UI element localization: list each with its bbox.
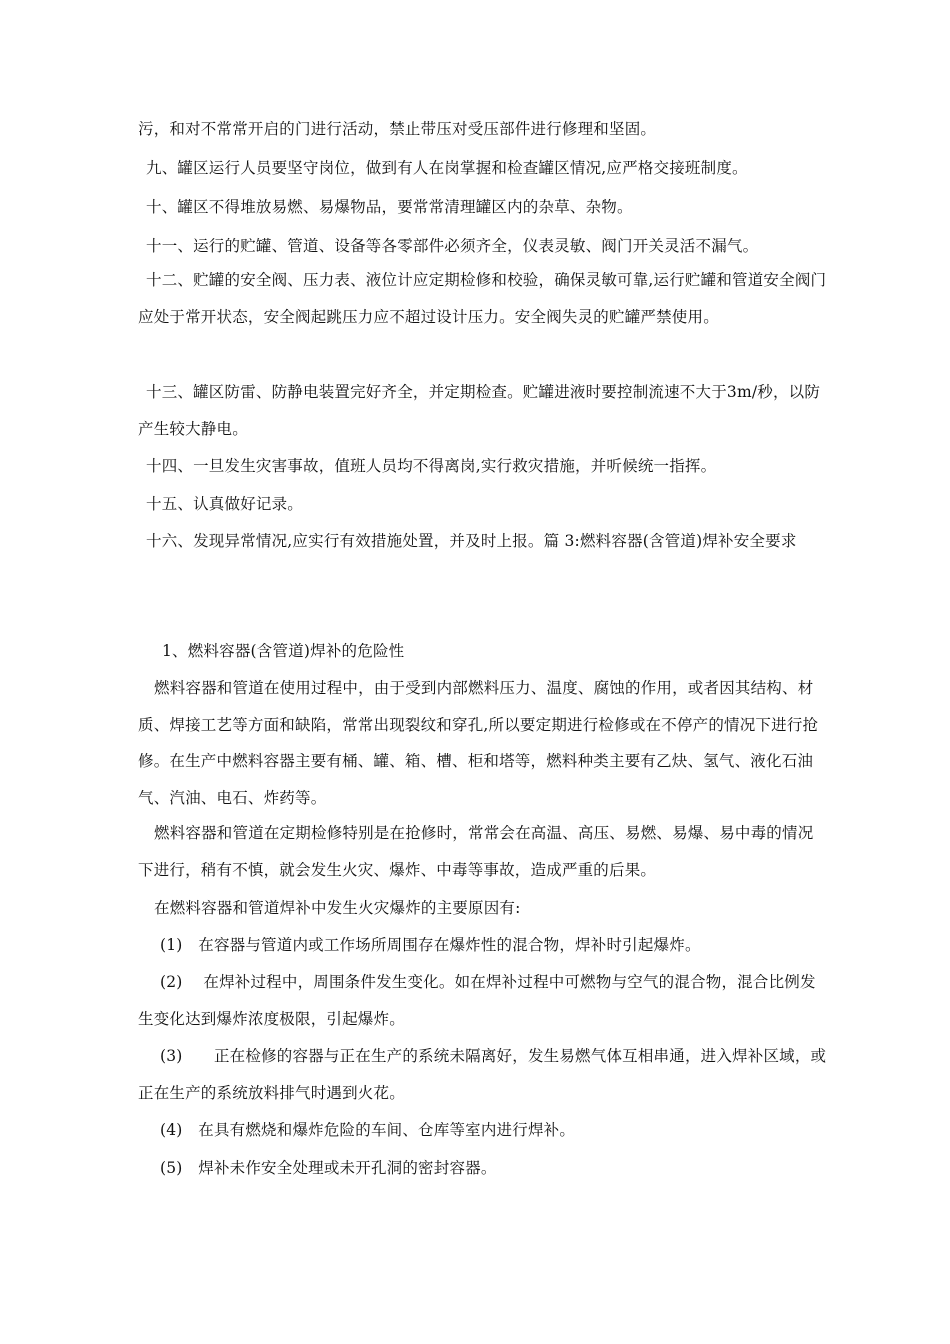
paragraph-item-16: 十六、发现异常情况,应实行有效措施处置，并及时上报。篇 3:燃料容器(含管道)焊补安全要求 xyxy=(146,532,797,550)
paragraph-item-15: 十五、认真做好记录。 xyxy=(146,495,304,513)
paragraph-item-12: 十二、贮罐的安全阀、压力表、液位计应定期检修和校验，确保灵敏可靠,运行贮罐和管道安全阀门应处于常开状态，安全阀起跳压力应不超过设计压力。安全阀失灵的贮罐严禁使用。 xyxy=(138,271,827,326)
paragraph-item-14: 十四、一旦发生灾害事故，值班人员均不得离岗,实行救灾措施，并听候统一指挥。 xyxy=(146,457,717,475)
paragraph-continuation: 污，和对不常常开启的门进行活动，禁止带压对受压部件进行修理和坚固。 xyxy=(138,120,657,138)
list-item-4: (4) 在具有燃烧和爆炸危险的车间、仓库等室内进行焊补。 xyxy=(160,1121,576,1139)
list-item-2: (2) 在焊补过程中，周围条件发生变化。如在焊补过程中可燃物与空气的混合物，混合比例发生变化达到爆炸浓度极限，引起爆炸。 xyxy=(138,973,816,1028)
list-item-1: (1) 在容器与管道内或工作场所周围存在爆炸性的混合物，焊补时引起爆炸。 xyxy=(160,936,701,954)
paragraph-item-11: 十一、运行的贮罐、管道、设备等各零部件必须齐全，仪表灵敏、阀门开关灵活不漏气。 xyxy=(146,237,759,255)
paragraph-causes-intro: 在燃料容器和管道焊补中发生火灾爆炸的主要原因有: xyxy=(154,899,521,917)
section-heading: 1、燃料容器(含管道)焊补的危险性 xyxy=(162,642,405,660)
paragraph-item-9: 九、罐区运行人员要坚守岗位，做到有人在岗掌握和检查罐区情况,应严格交接班制度。 xyxy=(146,159,748,177)
list-item-3: (3) 正在检修的容器与正在生产的系统未隔离好，发生易燃气体互相串通，进入焊补区域，或正在生产的系统放料排气时遇到火花。 xyxy=(138,1047,827,1102)
paragraph-body-1: 燃料容器和管道在使用过程中，由于受到内部燃料压力、温度、腐蚀的作用，或者因其结构、材质、焊接工艺等方面和缺陷，常常出现裂纹和穿孔,所以要定期进行检修或在不停产的情况下进行抢修。在生产中燃料容器主要有桶、罐、箱、槽、柜和塔等，燃料种类主要有乙炔、氢气、液化石油气、汽油、电石、炸药等。 xyxy=(138,679,819,807)
paragraph-body-2: 燃料容器和管道在定期检修特别是在抢修时，常常会在高温、高压、易燃、易爆、易中毒的情况下进行，稍有不慎，就会发生火灾、爆炸、中毒等事故，造成严重的后果。 xyxy=(138,824,814,879)
list-item-5: (5) 焊补未作安全处理或未开孔洞的密封容器。 xyxy=(160,1159,497,1177)
paragraph-item-10: 十、罐区不得堆放易燃、易爆物品，要常常清理罐区内的杂草、杂物。 xyxy=(146,198,633,216)
paragraph-item-13: 十三、罐区防雷、防静电装置完好齐全，并定期检查。贮罐进液时要控制流速不大于3m/秒，以防产生较大静电。 xyxy=(138,383,821,438)
